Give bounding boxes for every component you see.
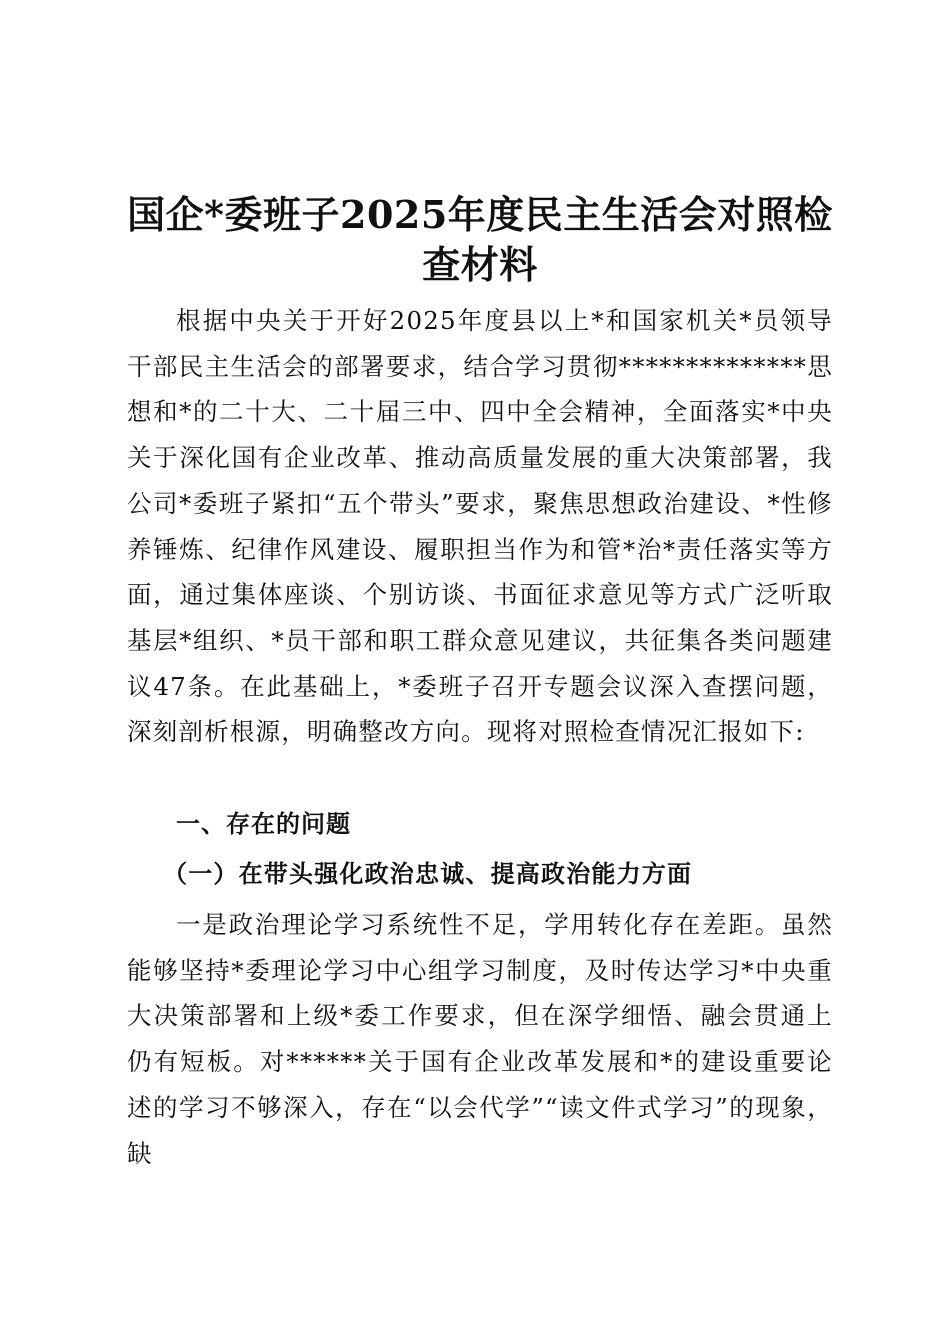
body-paragraph: 一是政治理论学习系统性不足，学用转化存在差距。虽然能够坚持*委理论学习中心组学习制度，及时传达学习*中央重大决策部署和上级*委工作要求，但在深学细悟、融会贯通上仍有短板。对******关于国有企业改革发展和*的建设重要论述的学习不够深入，存在“以会代学”“读文件式学习”的现象，缺 [127, 910, 833, 1168]
document-title: 国企*委班子2025年度民主生活会对照检查材料 [127, 192, 833, 288]
intro-paragraph: 根据中央关于开好2025年度县以上*和国家机关*员领导干部民主生活会的部署要求，结合学习贯彻**************思想和*的二十大、二十届三中、四中全会精神，全面落实*中央关于深化国有企业改革、推动高质量发展的重大决策部署，我公司*委班子紧扣“五个带头”要求，聚焦思想政治建设、*性修养锤炼、纪律作风建设、履职担当作为和管*治*责任落实等方面，通过集体座谈、个别访谈、书面征求意见等方式广泛听取基层*组织、*员干部和职工群众意见建议，共征集各类问题建议47条。在此基础上，*委班子召开专题会议深入查摆问题，深刻剖析根源，明确整改方向。现将对照检查情况汇报如下: [127, 306, 833, 747]
subsection-heading: （一）在带头强化政治忠诚、提高政治能力方面 [163, 859, 693, 888]
section-heading: 一、存在的问题 [176, 810, 351, 838]
